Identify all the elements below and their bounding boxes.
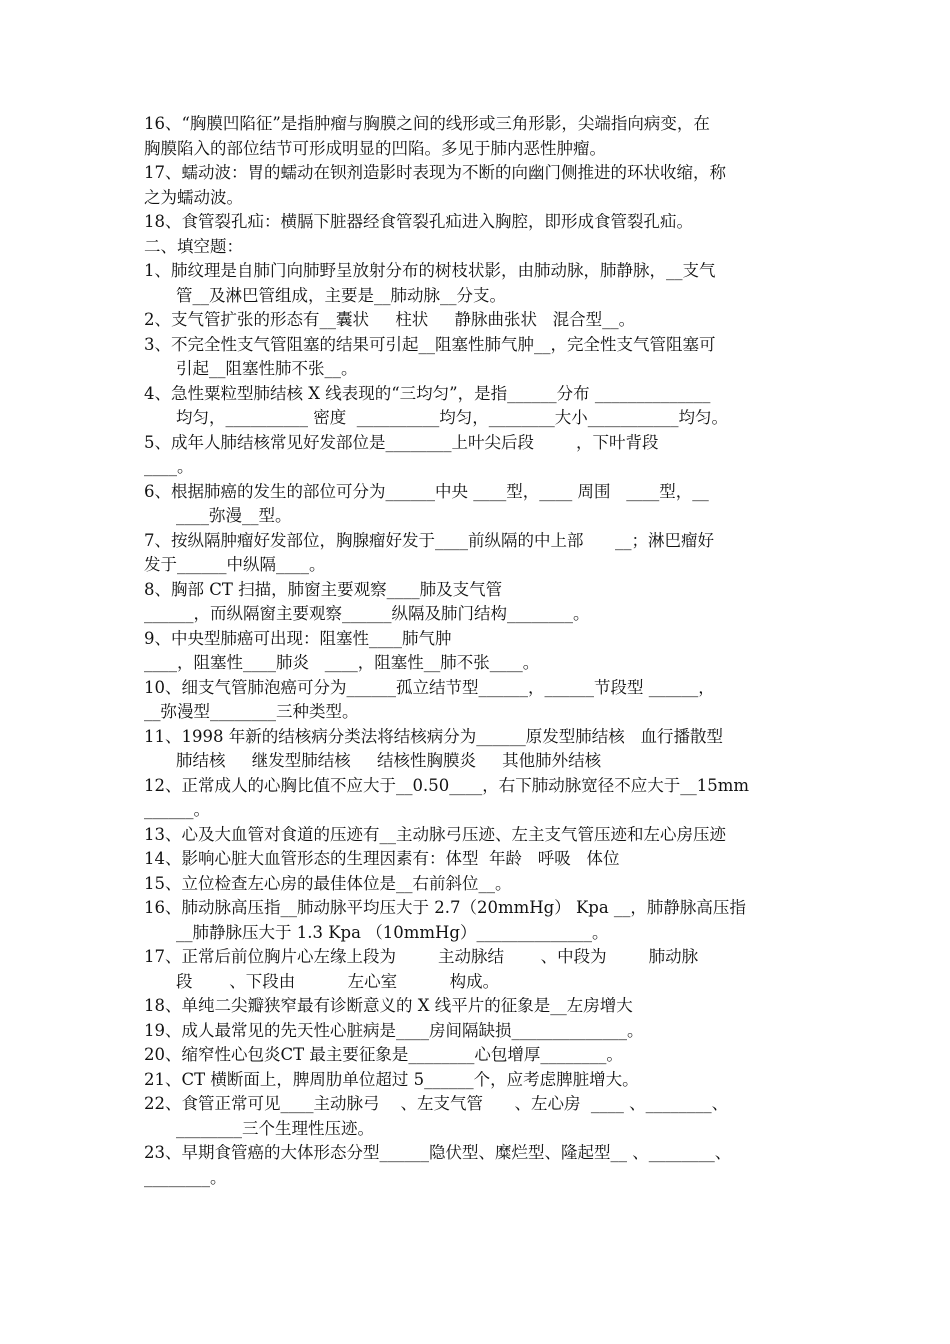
- text-line: 1、肺纹理是自肺门向肺野呈放射分布的树枝状影，由肺动脉，肺静脉，__支气: [144, 261, 716, 280]
- text-line: 17、正常后前位胸片心左缘上段为 主动脉结 、中段为 肺动脉: [144, 947, 699, 966]
- text-line: 21、CT 横断面上，脾周肋单位超过 5______个，应考虑脾脏增大。: [144, 1069, 639, 1089]
- text-line: 22、食管正常可见____主动脉弓 、左支气管 、左心房 ____ 、________、: [144, 1094, 729, 1113]
- text-line: 管__及淋巴管组成，主要是__肺动脉__分支。: [176, 285, 506, 305]
- text-line: ________。: [144, 1167, 227, 1187]
- text-line: 17、蠕动波：胃的蠕动在钡剂造影时表现为不断的向幽门侧推进的环状收缩，称: [144, 163, 726, 182]
- text-line: 20、缩窄性心包炎CT 最主要征象是________心包增厚________。: [144, 1045, 623, 1064]
- text-line: 12、正常成人的心胸比值不应大于__0.50____，右下肺动脉宽径不应大于__15mm: [144, 775, 750, 795]
- text-line: __肺静脉压大于 1.3 Kpa （10mmHg）______________。: [176, 922, 609, 942]
- text-line: ____弥漫__型。: [176, 506, 292, 525]
- section-heading: 二、填空题：: [144, 236, 243, 256]
- text-line: 4、急性粟粒型肺结核 X 线表现的“三均匀”，是指______分布 ______________: [144, 383, 711, 403]
- text-line: 16、肺动脉高压指__肺动脉平均压大于 2.7（20mmHg） Kpa __，肺静脉高压指: [144, 898, 746, 917]
- document-text: [144, 112, 812, 1190]
- text-line: 2、支气管扩张的形态有__囊状 柱状 静脉曲张状 混合型__。: [144, 310, 636, 329]
- text-line: 13、心及大血管对食道的压迹有__主动脉弓压迹、左主支气管压迹和左心房压迹: [144, 824, 726, 844]
- text-line: 7、按纵隔肿瘤好发部位，胸腺瘤好发于____前纵隔的中上部 __；淋巴瘤好: [144, 530, 714, 550]
- text-line: ____，阻塞性____肺炎 ____，阻塞性__肺不张____。: [144, 653, 540, 672]
- text-line: ____。: [144, 457, 194, 476]
- text-line: 5、成年人肺结核常见好发部位是________上叶尖后段 ，下叶背段: [144, 432, 659, 452]
- text-line: 段 、下段由 左心室 构成。: [176, 971, 500, 991]
- text-line: 3、不完全性支气管阻塞的结果可引起__阻塞性肺气肿__，完全性支气管阻塞可: [144, 334, 716, 354]
- text-line: 19、成人最常见的先天性心脏病是____房间隔缺损______________。: [144, 1020, 644, 1040]
- text-line: 胸膜陷入的部位结节可形成明显的凹陷。多见于肺内恶性肿瘤。: [144, 138, 606, 158]
- text-line: 15、立位检查左心房的最佳体位是__右前斜位__。: [144, 873, 512, 893]
- text-line: 14、影响心脏大血管形态的生理因素有：体型 年龄 呼吸 体位: [144, 849, 620, 868]
- text-line: 发于______中纵隔____。: [144, 555, 326, 574]
- text-line: 9、中央型肺癌可出现：阻塞性____肺气肿: [144, 628, 452, 648]
- text-line: ______。: [144, 800, 210, 819]
- text-line: 均匀，__________ 密度 __________均匀，________大小___________均匀。: [176, 408, 728, 427]
- text-line: 23、早期食管癌的大体形态分型______隐伏型、糜烂型、隆起型__ 、________、: [144, 1143, 732, 1162]
- text-line: 18、单纯二尖瓣狭窄最有诊断意义的 X 线平片的征象是__左房增大: [144, 996, 633, 1015]
- text-line: 8、胸部 CT 扫描，肺窗主要观察____肺及支气管: [144, 579, 503, 599]
- text-line: 10、细支气管肺泡癌可分为______孤立结节型______，______节段型 ______，: [144, 677, 715, 697]
- text-line: 6、根据肺癌的发生的部位可分为______中央 ____型，____ 周围 ____型，__: [144, 481, 709, 501]
- text-line: 肺结核 继发型肺结核 结核性胸膜炎 其他肺外结核: [176, 751, 602, 770]
- text-line: 引起__阻塞性肺不张__。: [176, 359, 358, 378]
- text-line: ______，而纵隔窗主要观察______纵隔及肺门结构________。: [144, 604, 590, 623]
- text-line: 11、1998 年新的结核病分类法将结核病分为______原发型肺结核 血行播散型: [144, 726, 723, 746]
- text-line: __弥漫型________三种类型。: [144, 702, 359, 721]
- text-line: ________三个生理性压迹。: [176, 1118, 374, 1138]
- text-line: 之为蠕动波。: [144, 187, 243, 207]
- text-line: 16、“胸膜凹陷征”是指肿瘤与胸膜之间的线形或三角形影，尖端指向病变，在: [144, 114, 710, 133]
- text-line: 18、食管裂孔疝：横膈下脏器经食管裂孔疝进入胸腔，即形成食管裂孔疝。: [144, 212, 693, 231]
